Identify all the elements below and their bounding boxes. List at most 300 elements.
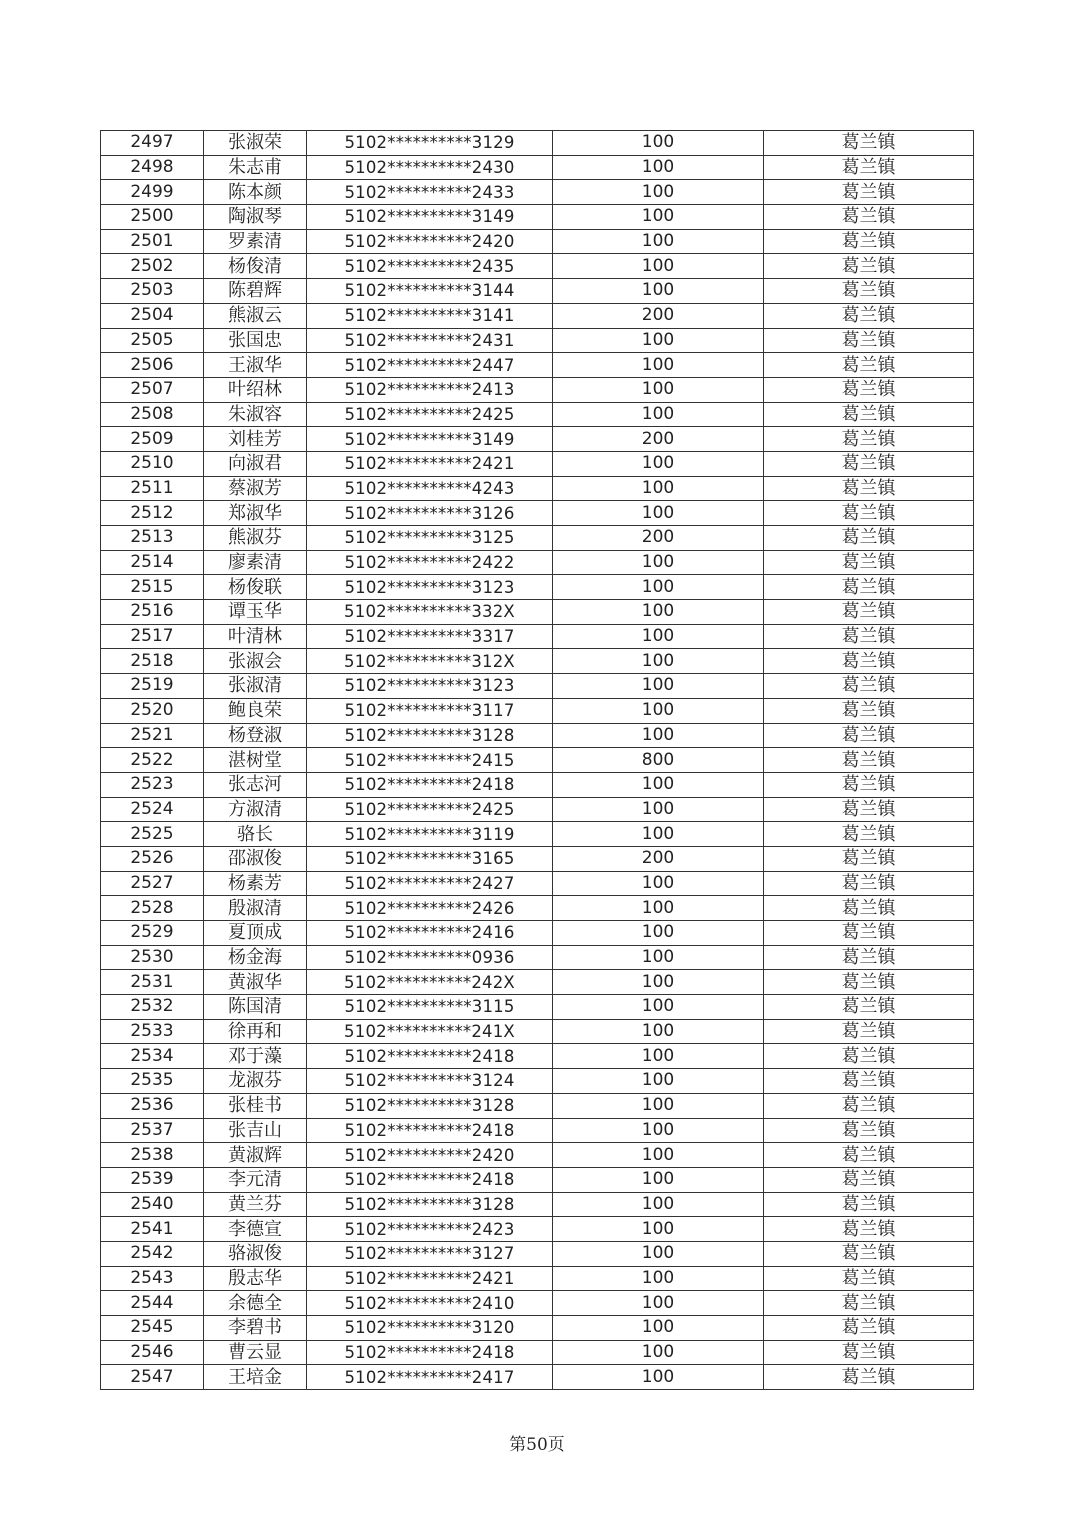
name-cell: 张淑清 [204,674,307,699]
name-cell: 曹云显 [204,1340,307,1365]
serial-number-cell: 2542 [101,1241,204,1266]
serial-number-cell: 2511 [101,476,204,501]
id-number-cell: 5102**********2418 [307,772,553,797]
serial-number-cell: 2502 [101,254,204,279]
amount-cell: 100 [553,1291,764,1316]
table-row [101,451,974,476]
name-cell: 张淑荣 [204,131,307,156]
table-row [101,1316,974,1341]
amount-cell: 100 [553,698,764,723]
amount-cell: 100 [553,575,764,600]
name-cell: 熊淑云 [204,303,307,328]
serial-number-cell: 2545 [101,1316,204,1341]
table-row [101,970,974,995]
serial-number-cell: 2516 [101,600,204,625]
amount-cell: 100 [553,624,764,649]
amount-cell: 100 [553,1118,764,1143]
amount-cell: 100 [553,155,764,180]
town-cell: 葛兰镇 [764,550,974,575]
name-cell: 张桂书 [204,1093,307,1118]
town-cell: 葛兰镇 [764,1316,974,1341]
name-cell: 殷志华 [204,1266,307,1291]
table-row [101,772,974,797]
id-number-cell: 5102**********3123 [307,575,553,600]
amount-cell: 100 [553,822,764,847]
serial-number-cell: 2541 [101,1217,204,1242]
name-cell: 罗素清 [204,229,307,254]
name-cell: 朱淑容 [204,402,307,427]
town-cell: 葛兰镇 [764,698,974,723]
town-cell: 葛兰镇 [764,921,974,946]
town-cell: 葛兰镇 [764,1069,974,1094]
amount-cell: 200 [553,526,764,551]
town-cell: 葛兰镇 [764,748,974,773]
table-row [101,279,974,304]
id-number-cell: 5102**********2447 [307,353,553,378]
amount-cell: 100 [553,328,764,353]
amount-cell: 100 [553,1044,764,1069]
serial-number-cell: 2510 [101,451,204,476]
town-cell: 葛兰镇 [764,674,974,699]
amount-cell: 100 [553,476,764,501]
amount-cell: 200 [553,303,764,328]
name-cell: 廖素清 [204,550,307,575]
amount-cell: 100 [553,501,764,526]
id-number-cell: 5102**********3115 [307,995,553,1020]
amount-cell: 100 [553,353,764,378]
id-number-cell: 5102**********241X [307,1019,553,1044]
name-cell: 杨俊清 [204,254,307,279]
amount-cell: 100 [553,229,764,254]
name-cell: 张国忠 [204,328,307,353]
serial-number-cell: 2544 [101,1291,204,1316]
id-number-cell: 5102**********2415 [307,748,553,773]
serial-number-cell: 2508 [101,402,204,427]
name-cell: 刘桂芳 [204,427,307,452]
table-row [101,945,974,970]
id-number-cell: 5102**********3120 [307,1316,553,1341]
amount-cell: 100 [553,131,764,156]
table-row [101,896,974,921]
table-row [101,995,974,1020]
town-cell: 葛兰镇 [764,896,974,921]
amount-cell: 100 [553,1069,764,1094]
amount-cell: 100 [553,600,764,625]
roster-table [100,130,974,1390]
town-cell: 葛兰镇 [764,180,974,205]
table-row [101,1044,974,1069]
table-row [101,501,974,526]
id-number-cell: 5102**********2420 [307,229,553,254]
id-number-cell: 5102**********2418 [307,1044,553,1069]
serial-number-cell: 2532 [101,995,204,1020]
name-cell: 张吉山 [204,1118,307,1143]
table-row [101,1365,974,1390]
id-number-cell: 5102**********2410 [307,1291,553,1316]
table-row [101,624,974,649]
id-number-cell: 5102**********3117 [307,698,553,723]
serial-number-cell: 2526 [101,846,204,871]
table-row [101,254,974,279]
table-row [101,1291,974,1316]
serial-number-cell: 2518 [101,649,204,674]
amount-cell: 100 [553,1167,764,1192]
id-number-cell: 5102**********3141 [307,303,553,328]
amount-cell: 100 [553,1019,764,1044]
name-cell: 张淑会 [204,649,307,674]
table-row [101,1340,974,1365]
name-cell: 黄淑华 [204,970,307,995]
name-cell: 张志河 [204,772,307,797]
serial-number-cell: 2537 [101,1118,204,1143]
amount-cell: 100 [553,1266,764,1291]
amount-cell: 100 [553,945,764,970]
town-cell: 葛兰镇 [764,402,974,427]
amount-cell: 100 [553,871,764,896]
serial-number-cell: 2540 [101,1192,204,1217]
name-cell: 方淑清 [204,797,307,822]
serial-number-cell: 2546 [101,1340,204,1365]
town-cell: 葛兰镇 [764,723,974,748]
town-cell: 葛兰镇 [764,1143,974,1168]
table-row [101,550,974,575]
id-number-cell: 5102**********3128 [307,723,553,748]
town-cell: 葛兰镇 [764,526,974,551]
name-cell: 杨金海 [204,945,307,970]
amount-cell: 100 [553,1340,764,1365]
table-row [101,1143,974,1168]
town-cell: 葛兰镇 [764,377,974,402]
table-row [101,846,974,871]
name-cell: 余德全 [204,1291,307,1316]
amount-cell: 100 [553,1143,764,1168]
town-cell: 葛兰镇 [764,624,974,649]
name-cell: 李德宣 [204,1217,307,1242]
amount-cell: 100 [553,1316,764,1341]
town-cell: 葛兰镇 [764,476,974,501]
serial-number-cell: 2501 [101,229,204,254]
name-cell: 王培金 [204,1365,307,1390]
town-cell: 葛兰镇 [764,995,974,1020]
town-cell: 葛兰镇 [764,427,974,452]
table-row [101,1167,974,1192]
page-number: 第50页 [509,1435,565,1455]
amount-cell: 100 [553,723,764,748]
amount-cell: 100 [553,921,764,946]
amount-cell: 100 [553,1217,764,1242]
town-cell: 葛兰镇 [764,328,974,353]
serial-number-cell: 2515 [101,575,204,600]
amount-cell: 100 [553,377,764,402]
table-row [101,526,974,551]
town-cell: 葛兰镇 [764,1093,974,1118]
serial-number-cell: 2543 [101,1266,204,1291]
amount-cell: 100 [553,1365,764,1390]
town-cell: 葛兰镇 [764,1118,974,1143]
name-cell: 杨素芳 [204,871,307,896]
town-cell: 葛兰镇 [764,1167,974,1192]
serial-number-cell: 2523 [101,772,204,797]
name-cell: 郑淑华 [204,501,307,526]
id-number-cell: 5102**********2420 [307,1143,553,1168]
town-cell: 葛兰镇 [764,1291,974,1316]
id-number-cell: 5102**********3128 [307,1093,553,1118]
table-row [101,822,974,847]
serial-number-cell: 2512 [101,501,204,526]
town-cell: 葛兰镇 [764,945,974,970]
name-cell: 杨俊联 [204,575,307,600]
town-cell: 葛兰镇 [764,797,974,822]
id-number-cell: 5102**********3125 [307,526,553,551]
town-cell: 葛兰镇 [764,649,974,674]
id-number-cell: 5102**********2425 [307,402,553,427]
serial-number-cell: 2536 [101,1093,204,1118]
town-cell: 葛兰镇 [764,846,974,871]
id-number-cell: 5102**********2425 [307,797,553,822]
id-number-cell: 5102**********0936 [307,945,553,970]
id-number-cell: 5102**********3144 [307,279,553,304]
serial-number-cell: 2528 [101,896,204,921]
serial-number-cell: 2514 [101,550,204,575]
town-cell: 葛兰镇 [764,155,974,180]
id-number-cell: 5102**********3127 [307,1241,553,1266]
serial-number-cell: 2529 [101,921,204,946]
table-row [101,698,974,723]
name-cell: 湛树堂 [204,748,307,773]
serial-number-cell: 2535 [101,1069,204,1094]
table-row [101,303,974,328]
amount-cell: 100 [553,402,764,427]
name-cell: 叶清林 [204,624,307,649]
name-cell: 杨登淑 [204,723,307,748]
amount-cell: 100 [553,1192,764,1217]
name-cell: 李元清 [204,1167,307,1192]
table-row [101,575,974,600]
table-row [101,229,974,254]
table-row [101,1266,974,1291]
name-cell: 徐再和 [204,1019,307,1044]
id-number-cell: 5102**********3124 [307,1069,553,1094]
name-cell: 陈本颜 [204,180,307,205]
id-number-cell: 5102**********2417 [307,1365,553,1390]
id-number-cell: 5102**********2433 [307,180,553,205]
town-cell: 葛兰镇 [764,353,974,378]
serial-number-cell: 2507 [101,377,204,402]
serial-number-cell: 2509 [101,427,204,452]
table-row [101,377,974,402]
id-number-cell: 5102**********3128 [307,1192,553,1217]
name-cell: 谭玉华 [204,600,307,625]
table-row [101,748,974,773]
name-cell: 夏顶成 [204,921,307,946]
town-cell: 葛兰镇 [764,600,974,625]
name-cell: 邓于藻 [204,1044,307,1069]
table-row [101,600,974,625]
town-cell: 葛兰镇 [764,1266,974,1291]
amount-cell: 200 [553,427,764,452]
serial-number-cell: 2524 [101,797,204,822]
table-row [101,1118,974,1143]
name-cell: 向淑君 [204,451,307,476]
id-number-cell: 5102**********4243 [307,476,553,501]
town-cell: 葛兰镇 [764,279,974,304]
town-cell: 葛兰镇 [764,1241,974,1266]
id-number-cell: 5102**********2423 [307,1217,553,1242]
table-row [101,1019,974,1044]
amount-cell: 100 [553,797,764,822]
serial-number-cell: 2539 [101,1167,204,1192]
id-number-cell: 5102**********2413 [307,377,553,402]
serial-number-cell: 2530 [101,945,204,970]
serial-number-cell: 2531 [101,970,204,995]
serial-number-cell: 2520 [101,698,204,723]
amount-cell: 100 [553,279,764,304]
name-cell: 王淑华 [204,353,307,378]
table-row [101,402,974,427]
serial-number-cell: 2498 [101,155,204,180]
amount-cell: 100 [553,896,764,921]
town-cell: 葛兰镇 [764,254,974,279]
serial-number-cell: 2547 [101,1365,204,1390]
name-cell: 蔡淑芳 [204,476,307,501]
amount-cell: 100 [553,205,764,230]
amount-cell: 100 [553,1241,764,1266]
id-number-cell: 5102**********2421 [307,451,553,476]
table-row [101,797,974,822]
town-cell: 葛兰镇 [764,1365,974,1390]
name-cell: 邵淑俊 [204,846,307,871]
table-row [101,476,974,501]
id-number-cell: 5102**********2426 [307,896,553,921]
id-number-cell: 5102**********2418 [307,1118,553,1143]
table-row [101,1192,974,1217]
table-row [101,921,974,946]
id-number-cell: 5102**********2418 [307,1167,553,1192]
id-number-cell: 5102**********3149 [307,427,553,452]
town-cell: 葛兰镇 [764,1019,974,1044]
amount-cell: 100 [553,180,764,205]
serial-number-cell: 2533 [101,1019,204,1044]
serial-number-cell: 2497 [101,131,204,156]
table-row [101,1069,974,1094]
town-cell: 葛兰镇 [764,871,974,896]
amount-cell: 100 [553,772,764,797]
name-cell: 黄淑辉 [204,1143,307,1168]
amount-cell: 100 [553,995,764,1020]
town-cell: 葛兰镇 [764,1044,974,1069]
town-cell: 葛兰镇 [764,970,974,995]
amount-cell: 800 [553,748,764,773]
table-row [101,1093,974,1118]
name-cell: 叶绍林 [204,377,307,402]
serial-number-cell: 2521 [101,723,204,748]
table-row [101,131,974,156]
id-number-cell: 5102**********332X [307,600,553,625]
id-number-cell: 5102**********2435 [307,254,553,279]
town-cell: 葛兰镇 [764,229,974,254]
name-cell: 殷淑清 [204,896,307,921]
table-row [101,674,974,699]
town-cell: 葛兰镇 [764,1217,974,1242]
roster-table-body [101,131,974,1390]
name-cell: 骆淑俊 [204,1241,307,1266]
table-row [101,180,974,205]
table-row [101,328,974,353]
amount-cell: 200 [553,846,764,871]
amount-cell: 100 [553,254,764,279]
serial-number-cell: 2527 [101,871,204,896]
name-cell: 朱志甫 [204,155,307,180]
table-row [101,353,974,378]
id-number-cell: 5102**********2422 [307,550,553,575]
serial-number-cell: 2504 [101,303,204,328]
amount-cell: 100 [553,649,764,674]
name-cell: 龙淑芬 [204,1069,307,1094]
town-cell: 葛兰镇 [764,1340,974,1365]
id-number-cell: 5102**********312X [307,649,553,674]
serial-number-cell: 2538 [101,1143,204,1168]
serial-number-cell: 2505 [101,328,204,353]
id-number-cell: 5102**********2416 [307,921,553,946]
serial-number-cell: 2506 [101,353,204,378]
town-cell: 葛兰镇 [764,772,974,797]
amount-cell: 100 [553,451,764,476]
table-row [101,205,974,230]
id-number-cell: 5102**********3149 [307,205,553,230]
table-row [101,1241,974,1266]
town-cell: 葛兰镇 [764,822,974,847]
table-row [101,427,974,452]
name-cell: 鲍良荣 [204,698,307,723]
id-number-cell: 5102**********2427 [307,871,553,896]
serial-number-cell: 2503 [101,279,204,304]
name-cell: 熊淑芬 [204,526,307,551]
id-number-cell: 5102**********3123 [307,674,553,699]
serial-number-cell: 2500 [101,205,204,230]
serial-number-cell: 2513 [101,526,204,551]
serial-number-cell: 2499 [101,180,204,205]
table-row [101,155,974,180]
name-cell: 陈国清 [204,995,307,1020]
amount-cell: 100 [553,550,764,575]
town-cell: 葛兰镇 [764,205,974,230]
id-number-cell: 5102**********2418 [307,1340,553,1365]
town-cell: 葛兰镇 [764,501,974,526]
serial-number-cell: 2525 [101,822,204,847]
name-cell: 黄兰芬 [204,1192,307,1217]
town-cell: 葛兰镇 [764,131,974,156]
name-cell: 李碧书 [204,1316,307,1341]
name-cell: 陶淑琴 [204,205,307,230]
id-number-cell: 5102**********3165 [307,846,553,871]
id-number-cell: 5102**********3129 [307,131,553,156]
id-number-cell: 5102**********3126 [307,501,553,526]
town-cell: 葛兰镇 [764,1192,974,1217]
id-number-cell: 5102**********3317 [307,624,553,649]
serial-number-cell: 2519 [101,674,204,699]
table-row [101,1217,974,1242]
name-cell: 陈碧辉 [204,279,307,304]
amount-cell: 100 [553,970,764,995]
serial-number-cell: 2517 [101,624,204,649]
id-number-cell: 5102**********3119 [307,822,553,847]
amount-cell: 100 [553,674,764,699]
town-cell: 葛兰镇 [764,451,974,476]
id-number-cell: 5102**********2431 [307,328,553,353]
serial-number-cell: 2534 [101,1044,204,1069]
town-cell: 葛兰镇 [764,303,974,328]
amount-cell: 100 [553,1093,764,1118]
